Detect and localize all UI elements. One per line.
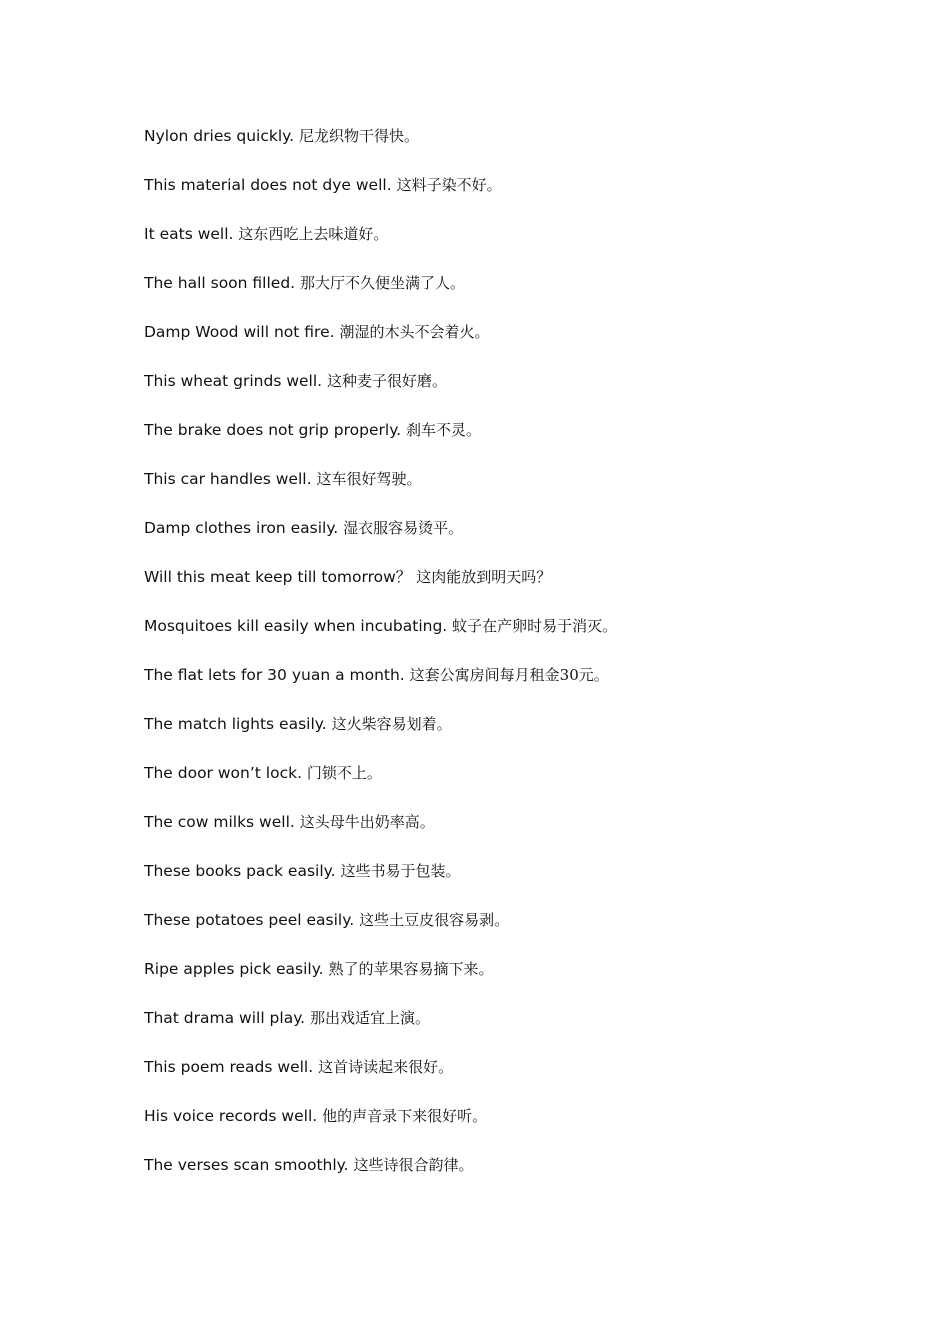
sentence-item — [144, 1104, 904, 1153]
sentence-item — [144, 222, 904, 271]
english-text: Will this meat keep till tomorrow？ — [144, 568, 417, 586]
english-text: The match lights easily. — [144, 715, 332, 733]
sentence-item — [144, 761, 904, 810]
chinese-text: 这些诗很合韵律。 — [353, 1156, 474, 1174]
sentence-item — [144, 957, 904, 1006]
english-text: This wheat grinds well. — [144, 372, 328, 390]
chinese-text: 这套公寓房间每月租金30元。 — [409, 666, 609, 684]
chinese-text: 熟了的苹果容易摘下来。 — [328, 960, 494, 978]
english-text: The door won’t lock. — [144, 764, 307, 782]
sentence-item — [144, 173, 904, 222]
sentence-item — [144, 467, 904, 516]
english-text: These books pack easily. — [144, 862, 341, 880]
chinese-text: 那大厅不久便坐满了人。 — [300, 274, 466, 292]
english-text: His voice records well. — [144, 1107, 323, 1125]
sentence-item — [144, 1006, 904, 1055]
sentence-item — [144, 271, 904, 320]
english-text: Mosquitoes kill easily when incubating. — [144, 617, 453, 635]
english-text: Ripe apples pick easily. — [144, 960, 329, 978]
sentence-item — [144, 1055, 904, 1104]
english-text: This material does not dye well. — [144, 176, 397, 194]
english-text: This car handles well. — [144, 470, 317, 488]
chinese-text: 他的声音录下来很好听。 — [322, 1107, 488, 1125]
chinese-text: 门锁不上。 — [306, 764, 382, 782]
sentence-item — [144, 614, 904, 663]
sentence-list — [144, 124, 904, 1202]
sentence-item — [144, 712, 904, 761]
sentence-item — [144, 663, 904, 712]
sentence-item — [144, 1153, 904, 1202]
chinese-text: 尼龙织物干得快。 — [298, 127, 419, 145]
chinese-text: 湿衣服容易烫平。 — [343, 519, 464, 537]
chinese-text: 这料子染不好。 — [396, 176, 502, 194]
chinese-text: 这种麦子很好磨。 — [327, 372, 448, 390]
chinese-text: 这首诗读起来很好。 — [318, 1058, 454, 1076]
chinese-text: 潮湿的木头不会着火。 — [339, 323, 490, 341]
sentence-item — [144, 320, 904, 369]
sentence-item — [144, 859, 904, 908]
sentence-item — [144, 418, 904, 467]
sentence-item — [144, 810, 904, 859]
english-text: The verses scan smoothly. — [144, 1156, 354, 1174]
chinese-text: 刹车不灵。 — [406, 421, 482, 439]
sentence-item — [144, 124, 904, 173]
sentence-item — [144, 565, 904, 614]
english-text: The cow milks well. — [144, 813, 300, 831]
chinese-text: 这头母牛出奶率高。 — [299, 813, 435, 831]
chinese-text: 这些书易于包装。 — [340, 862, 461, 880]
english-text: Damp clothes iron easily. — [144, 519, 344, 537]
english-text: It eats well. — [144, 225, 239, 243]
english-text: The hall soon filled. — [144, 274, 301, 292]
sentence-item — [144, 908, 904, 957]
english-text: Damp Wood will not fire. — [144, 323, 340, 341]
english-text: The flat lets for 30 yuan a month. — [144, 666, 410, 684]
chinese-text: 这东西吃上去味道好。 — [238, 225, 389, 243]
sentence-item — [144, 516, 904, 565]
english-text: These potatoes peel easily. — [144, 911, 360, 929]
english-text: Nylon dries quickly. — [144, 127, 299, 145]
english-text: The brake does not grip properly. — [144, 421, 407, 439]
chinese-text: 蚊子在产卵时易于消灭。 — [452, 617, 618, 635]
chinese-text: 那出戏适宜上演。 — [310, 1009, 431, 1027]
english-text: That drama will play. — [144, 1009, 311, 1027]
chinese-text: 这火柴容易划着。 — [331, 715, 452, 733]
chinese-text: 这肉能放到明天吗？ — [416, 568, 552, 586]
chinese-text: 这车很好驾驶。 — [316, 470, 422, 488]
sentence-item — [144, 369, 904, 418]
english-text: This poem reads well. — [144, 1058, 319, 1076]
chinese-text: 这些土豆皮很容易剥。 — [359, 911, 510, 929]
